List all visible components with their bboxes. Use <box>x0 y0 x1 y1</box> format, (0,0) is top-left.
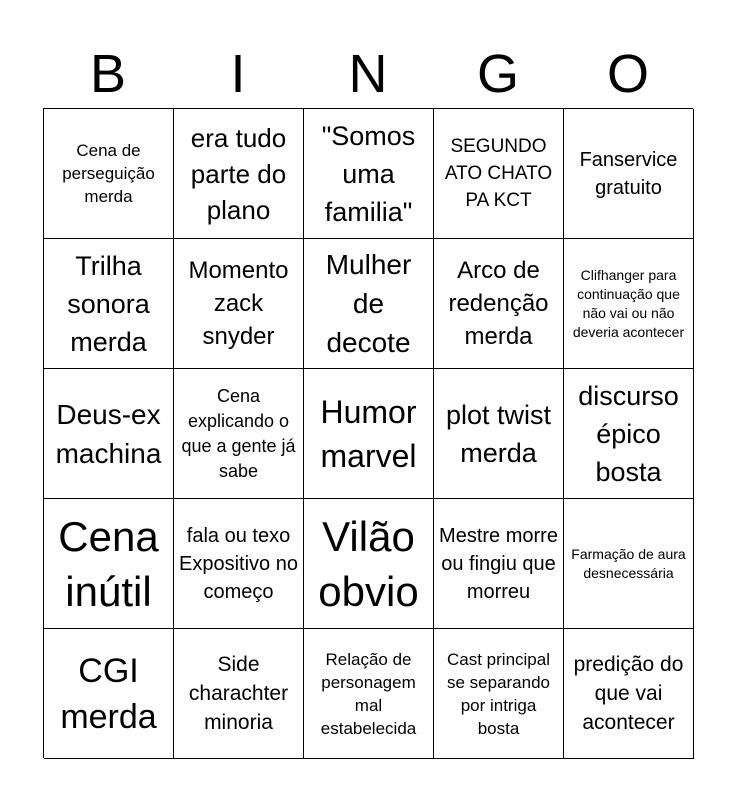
bingo-cell-r2c1[interactable] <box>44 239 174 369</box>
cell-text: CGI merda <box>60 651 157 736</box>
title-letter-o: O <box>606 44 649 104</box>
bingo-cell-r4c2[interactable] <box>174 499 304 629</box>
cell-text: Arco de redenção merda <box>448 257 549 350</box>
cell-text: Vilão obvio <box>318 512 419 615</box>
cell-text: predição do que vai acontecer <box>573 653 684 734</box>
bingo-cell-r2c4[interactable] <box>434 239 564 369</box>
cell-text: Fanservice gratuito <box>579 148 678 199</box>
cell-text: fala ou texo Expositivo no começo <box>179 524 298 603</box>
bingo-cell-r3c2[interactable] <box>174 369 304 499</box>
bingo-cell-r3c4[interactable] <box>434 369 564 499</box>
bingo-cell-r3c5[interactable] <box>564 369 694 499</box>
cell-text: Cena inútil <box>58 512 159 615</box>
cell-text: discurso épico bosta <box>578 380 679 487</box>
bingo-cell-r5c2[interactable] <box>174 629 304 759</box>
bingo-title <box>43 40 693 108</box>
bingo-cell-r1c1[interactable] <box>44 109 174 239</box>
cell-text: Momento zack snyder <box>188 257 289 350</box>
title-letter-i: I <box>230 44 246 104</box>
bingo-cell-r4c1[interactable] <box>44 499 174 629</box>
bingo-cell-r5c5[interactable] <box>564 629 694 759</box>
cell-text: Deus-ex machina <box>55 398 162 469</box>
cell-text: Trilha sonora merda <box>67 250 150 357</box>
cell-text: plot twist merda <box>445 399 552 468</box>
title-letter-g: G <box>476 44 519 104</box>
bingo-cell-r2c5[interactable] <box>564 239 694 369</box>
cell-text: Cena de perseguição merda <box>62 141 155 206</box>
bingo-board <box>43 108 693 758</box>
bingo-cell-r1c4[interactable] <box>434 109 564 239</box>
cell-text: era tudo parte do plano <box>190 122 287 225</box>
bingo-cell-r1c5[interactable] <box>564 109 694 239</box>
bingo-cell-r1c3[interactable] <box>304 109 434 239</box>
cell-text: Farmação de aura desnecessária <box>571 545 686 581</box>
cell-text: Cast principal se separando por intriga bosta <box>446 649 551 738</box>
bingo-cell-r5c1[interactable] <box>44 629 174 759</box>
bingo-cell-r4c3[interactable] <box>304 499 434 629</box>
cell-text: Cena explicando o que a gente já sabe <box>181 385 296 481</box>
cell-text: "Somos uma familia" <box>321 120 416 227</box>
cell-text: Clifhanger para continuação que não vai ou não deveria acontecer <box>572 266 685 340</box>
title-letter-b: B <box>89 44 127 104</box>
bingo-cell-r2c2[interactable] <box>174 239 304 369</box>
cell-text: Mulher de decote <box>325 249 412 358</box>
bingo-cell-r4c5[interactable] <box>564 499 694 629</box>
cell-text: Mestre morre ou fingiu que morreu <box>439 524 558 603</box>
bingo-cell-r5c4[interactable] <box>434 629 564 759</box>
cell-text: Humor marvel <box>320 393 417 474</box>
cell-text: SEGUNDO ATO CHATO PA KCT <box>444 136 553 211</box>
bingo-cell-r1c2[interactable] <box>174 109 304 239</box>
bingo-cell-r5c3[interactable] <box>304 629 434 759</box>
bingo-cell-r2c3[interactable] <box>304 239 434 369</box>
bingo-cell-r3c1[interactable] <box>44 369 174 499</box>
cell-text: Relação de personagem mal estabelecida <box>320 649 417 738</box>
bingo-cell-r3c3[interactable] <box>304 369 434 499</box>
title-letter-n: N <box>348 44 388 104</box>
cell-text: Side charachter minoria <box>188 653 289 734</box>
bingo-cell-r4c4[interactable] <box>434 499 564 629</box>
